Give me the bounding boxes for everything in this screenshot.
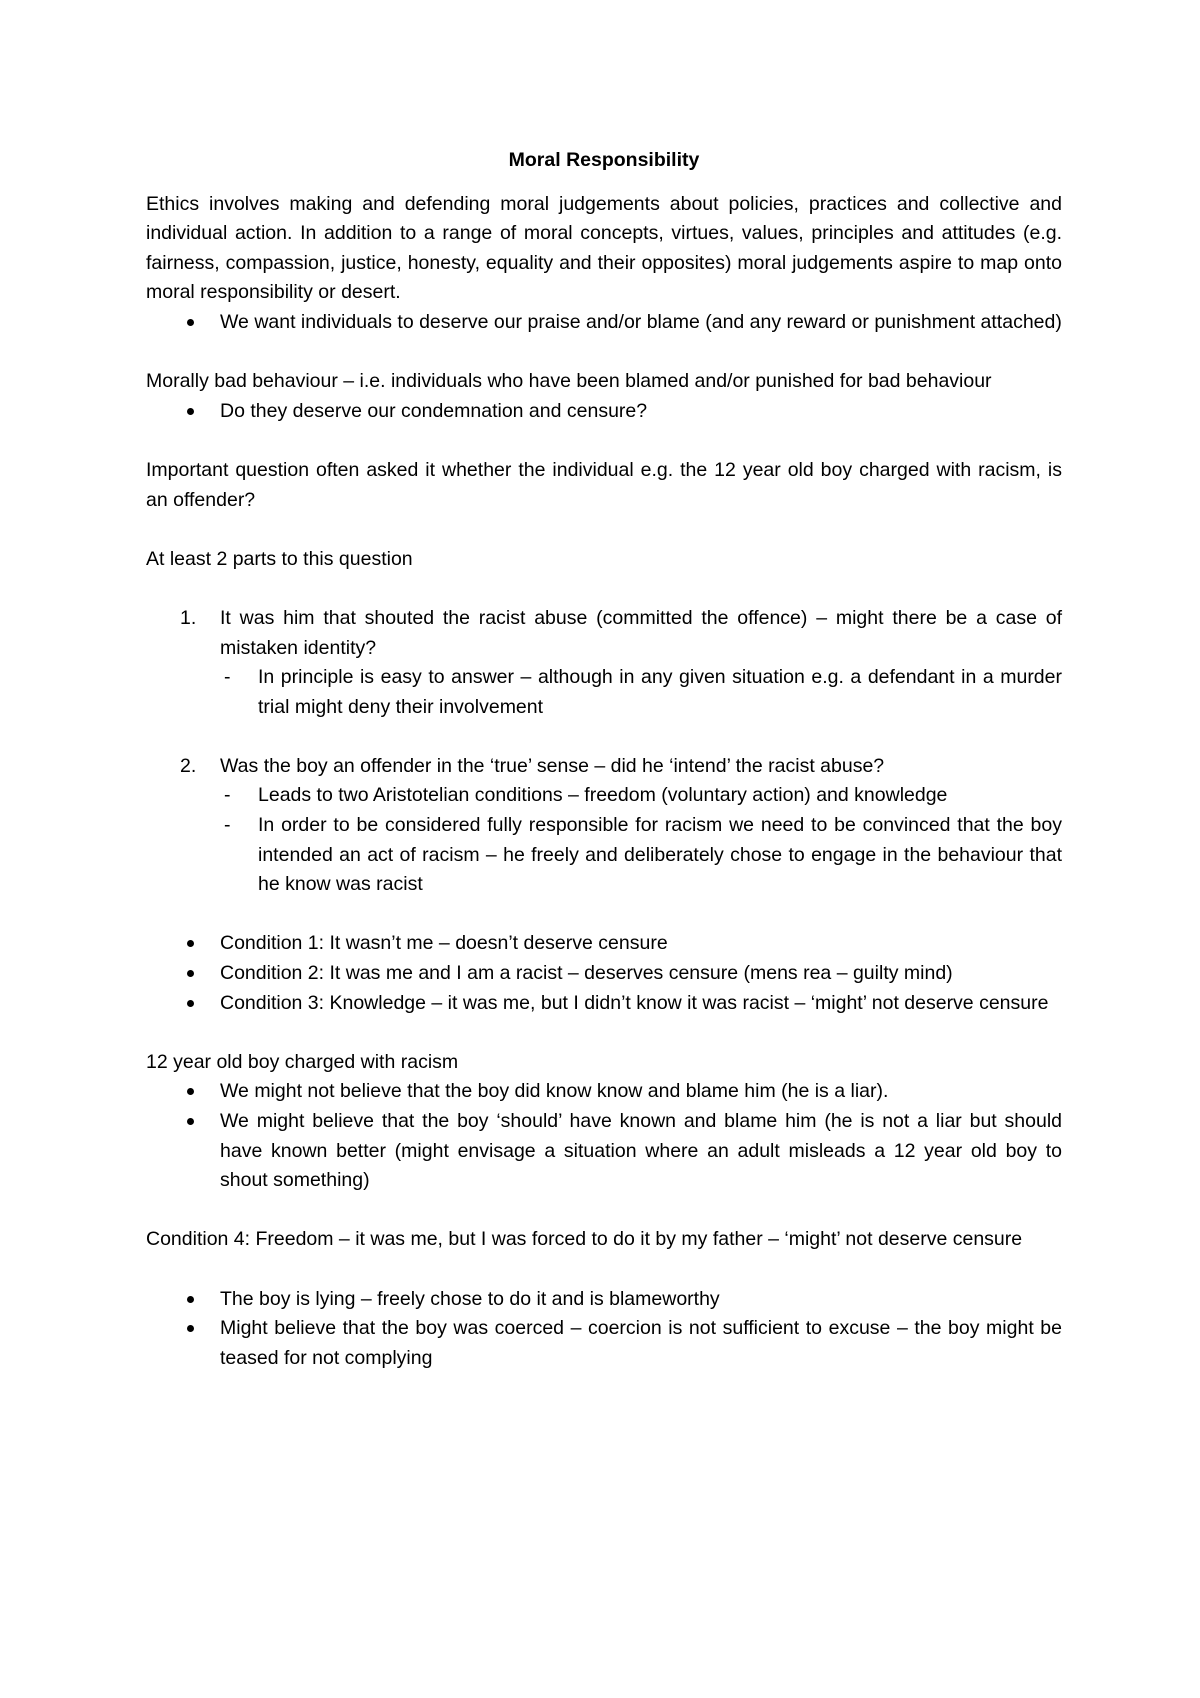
dash-item: - Leads to two Aristotelian conditions – freedom (voluntary action) and knowledge <box>220 781 1062 811</box>
dash-list <box>220 663 1062 722</box>
list-item: Condition 2: It was me and I am a racist – deserves censure (mens rea – guilty mind) <box>146 959 1062 989</box>
numbered-item <box>146 604 1062 752</box>
boy-heading: 12 year old boy charged with racism <box>146 1050 459 1073</box>
numbered-item <box>146 752 1062 900</box>
parts-heading: At least 2 parts to this question <box>146 547 413 570</box>
list-item: Condition 1: It wasn’t me – doesn’t deserve censure <box>146 929 1062 959</box>
intro-bullet-list <box>146 308 1062 338</box>
dash-list <box>220 781 1062 899</box>
list-item: We might believe that the boy ‘should’ have known and blame him (he is not a liar but should have known better (might envisage a situation where an adult misleads a 12 year old boy to shout something) <box>146 1107 1062 1196</box>
document-body <box>146 146 1062 1373</box>
item-text: It was him that shouted the racist abuse (committed the offence) – might there be a case of mistaken identity? <box>220 606 1062 659</box>
freedom-bullet-list <box>146 1285 1062 1374</box>
list-item: We might not believe that the boy did know know and blame him (he is a liar). <box>146 1077 1062 1107</box>
list-item: Do they deserve our condemnation and censure? <box>146 397 1062 427</box>
intro-paragraph: Ethics involves making and defending moral judgements about policies, practices and collective and individual action. In addition to a range of moral concepts, virtues, values, principles and attitudes (e.g. fairness, compassion, justice, honesty, equality and their opposites) moral judgements aspire to map onto moral responsibility or desert. <box>146 192 1062 304</box>
list-item: Might believe that the boy was coerced – coercion is not sufficient to excuse – the boy might be teased for not complying <box>146 1314 1062 1373</box>
bad-behaviour-paragraph: Morally bad behaviour – i.e. individuals who have been blamed and/or punished for bad behaviour <box>146 370 992 393</box>
bad-behaviour-bullet-list <box>146 397 1062 427</box>
condition-4-paragraph: Condition 4: Freedom – it was me, but I was forced to do it by my father – ‘might’ not deserve censure <box>146 1228 1023 1251</box>
dash-item: - In principle is easy to answer – although in any given situation e.g. a defendant in a murder trial might deny their involvement <box>220 663 1062 722</box>
item-text: Was the boy an offender in the ‘true’ sense – did he ‘intend’ the racist abuse? <box>220 754 885 777</box>
page-title: Moral Responsibility <box>508 149 700 171</box>
list-item: The boy is lying – freely chose to do it and is blameworthy <box>146 1285 1062 1315</box>
important-question-paragraph: Important question often asked it whether the individual e.g. the 12 year old boy charged with racism, is an offender? <box>146 458 1062 511</box>
parts-numbered-list <box>146 604 1062 900</box>
item-number: 1. <box>180 606 197 629</box>
dash-item: - In order to be considered fully responsible for racism we need to be convinced that the boy intended an act of racism – he freely and deliberately chose to engage in the behaviour that he know was racist <box>220 811 1062 900</box>
conditions-bullet-list <box>146 929 1062 1018</box>
boy-bullet-list <box>146 1077 1062 1195</box>
item-number: 2. <box>180 754 197 777</box>
list-item: We want individuals to deserve our praise and/or blame (and any reward or punishment attached) <box>146 308 1062 338</box>
list-item: Condition 3: Knowledge – it was me, but I didn’t know it was racist – ‘might’ not deserve censure <box>146 989 1062 1019</box>
